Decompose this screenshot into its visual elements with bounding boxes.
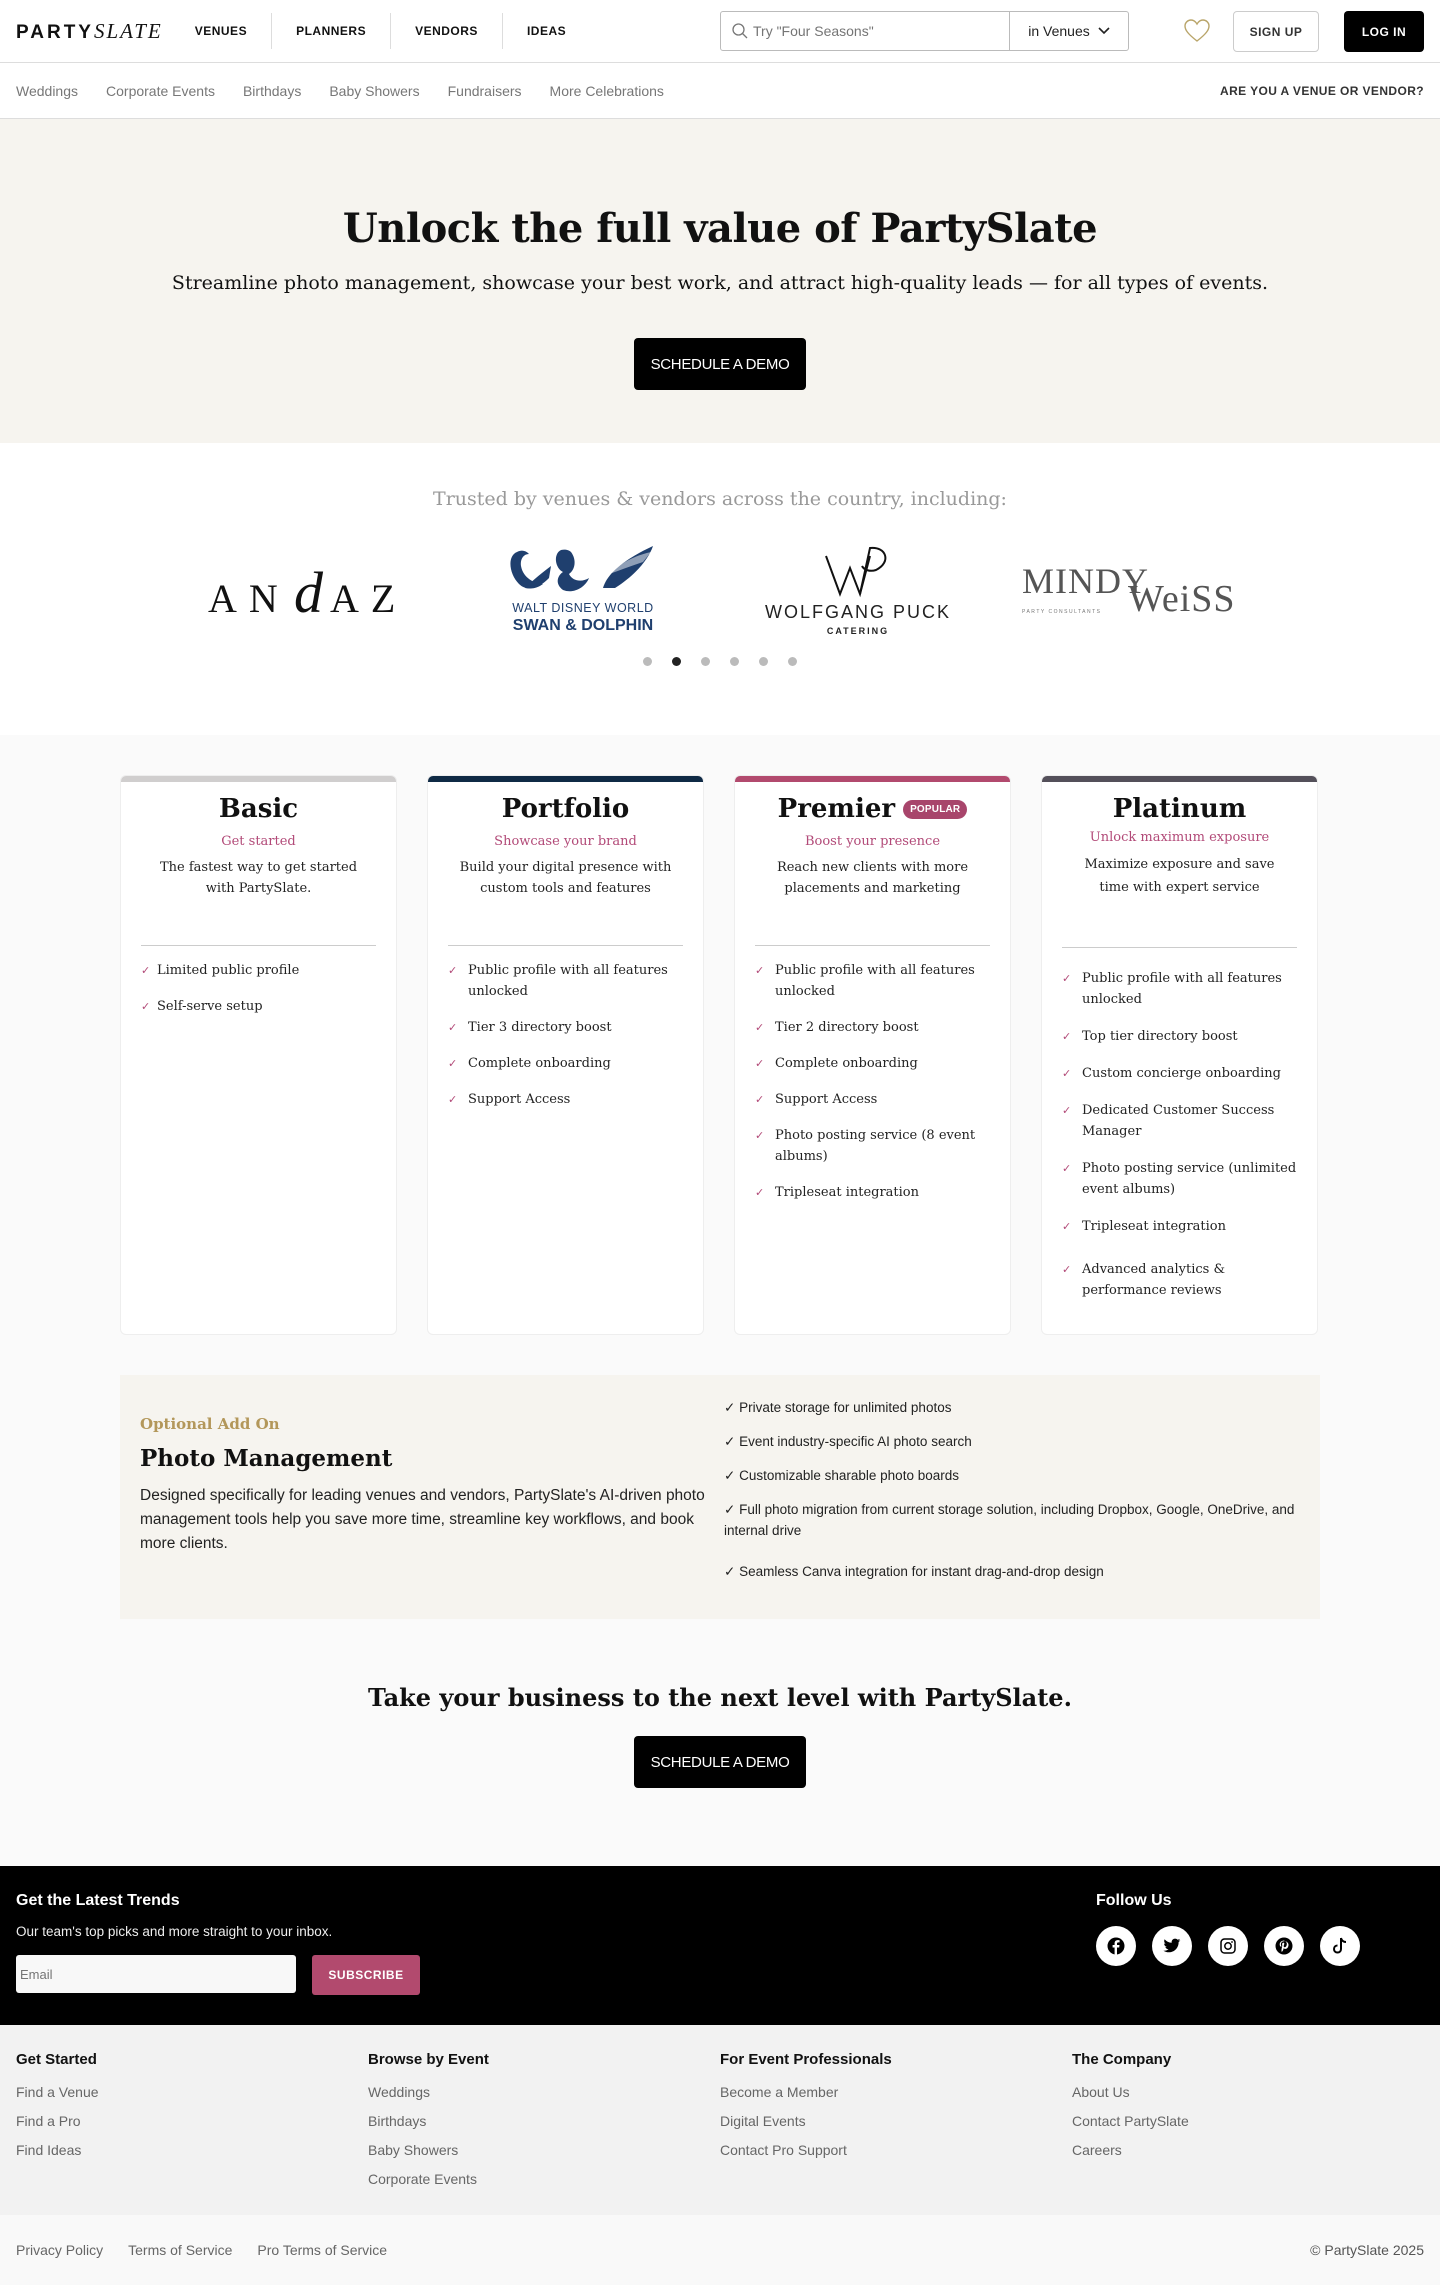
footer-link-find-pro[interactable]: Find a Pro [16, 2113, 81, 2129]
footer-link-baby-showers[interactable]: Baby Showers [368, 2142, 459, 2158]
trusted-caption: Trusted by venues & vendors across the country, including: [433, 488, 1007, 510]
plan-description: The fastest way to get started with PartySlate. [159, 860, 358, 896]
feature-item [755, 1182, 990, 1203]
andaz-logo [208, 560, 408, 620]
search-scope-label: in Venues [1028, 23, 1090, 39]
newsletter-section [0, 1866, 1440, 2025]
logo-text-italic: SLATE [93, 18, 163, 43]
wolfgang-puck-logo [758, 544, 958, 636]
newsletter-signup [16, 1892, 1096, 2025]
follow-title: Follow Us [1096, 1892, 1172, 1909]
category-nav [0, 63, 1440, 119]
category-more-celebrations[interactable]: More Celebrations [549, 82, 664, 99]
footer-col-get-started [16, 2051, 368, 2215]
check-icon: ✓ [141, 964, 151, 977]
logo-andaz [170, 560, 445, 620]
feature-item [448, 1089, 683, 1110]
svg-text:d: d [293, 560, 323, 620]
footer-col-browse-by-event [368, 2051, 720, 2215]
check-icon: ✓ [755, 1093, 765, 1106]
feature-text: Complete onboarding [775, 1056, 918, 1071]
feature-text: Complete onboarding [468, 1056, 611, 1071]
feature-text: Tripleseat integration [775, 1185, 920, 1200]
check-icon: ✓ [448, 964, 458, 977]
svg-text:MINDY: MINDY [1021, 561, 1149, 601]
check-icon: ✓ [1062, 1104, 1072, 1117]
footer-col-title: Browse by Event [368, 2051, 489, 2068]
logo-carousel [0, 540, 1440, 640]
plans-grid [120, 775, 1320, 1335]
plan-features [1062, 968, 1297, 1301]
feature-item [1062, 1158, 1297, 1200]
trusted-by-section [0, 443, 1440, 735]
footer-col-title: The Company [1072, 2051, 1172, 2068]
check-icon: ✓ [1062, 1067, 1072, 1080]
legal-bar [0, 2215, 1440, 2285]
tiktok-icon[interactable] [1320, 1926, 1360, 1966]
feature-text: Tier 2 directory boost [775, 1020, 919, 1035]
feature-text: Dedicated Customer Success Manager [1082, 1103, 1275, 1139]
feature-text: Tier 3 directory boost [468, 1020, 612, 1035]
plan-tagline: Get started [221, 834, 296, 849]
category-corporate-events[interactable]: Corporate Events [106, 82, 215, 99]
copyright: © PartySlate 2025 [1310, 2242, 1424, 2258]
log-in-button[interactable]: LOG IN [1344, 11, 1424, 52]
check-icon: ✓ [1062, 1030, 1072, 1043]
logo-mindy-weiss [995, 555, 1270, 625]
addon-description: Designed specifically for leading venues and vendors, PartySlate's AI-driven photo management tools help you save more time, streamline key workflows, and book more clients. [140, 1487, 705, 1552]
check-icon: ✓ [755, 1057, 765, 1070]
plan-features [755, 960, 990, 1203]
divider [448, 945, 683, 946]
feature-item [448, 1053, 683, 1074]
hero-section [0, 119, 1440, 443]
footer-link-become-member[interactable]: Become a Member [720, 2084, 839, 2100]
plan-name-text: Basic [218, 794, 299, 824]
feature-text: Custom concierge onboarding [1082, 1066, 1281, 1081]
popular-badge: POPULAR [903, 800, 967, 819]
feature-item [1062, 1100, 1297, 1142]
plan-name-text: Platinum [1112, 794, 1247, 824]
bottom-cta [0, 1619, 1440, 1866]
check-icon: ✓ [448, 1057, 458, 1070]
feature-item [1062, 1026, 1297, 1047]
heart-icon[interactable] [1184, 19, 1210, 43]
svg-text:WeiSS: WeiSS [1127, 578, 1236, 620]
feature-text: Top tier directory boost [1082, 1029, 1238, 1044]
plan-description: Build your digital presence with custom tools and features [459, 860, 672, 896]
svg-text:AZ: AZ [329, 576, 407, 620]
plan-name [1062, 794, 1297, 824]
logo-text-bold: PARTY [16, 21, 94, 43]
top-header [0, 0, 1440, 63]
newsletter-subtitle: Our team's top picks and more straight to your inbox. [16, 1924, 333, 1939]
divider [141, 945, 376, 946]
addon-feature: ✓ Private storage for unlimited photos [724, 1400, 952, 1415]
plans-section [0, 735, 1440, 1866]
plan-description: Maximize exposure and save time with expert service [1084, 857, 1275, 895]
category-fundraisers[interactable]: Fundraisers [447, 82, 522, 99]
footer-link-corporate-events[interactable]: Corporate Events [368, 2171, 477, 2187]
check-icon: ✓ [1062, 1220, 1072, 1233]
plan-card-portfolio [427, 775, 704, 1335]
logo-swan-dolphin [445, 544, 720, 636]
plan-card-platinum [1041, 775, 1318, 1335]
svg-text:CATERING: CATERING [826, 626, 889, 636]
addon-title: Photo Management [140, 1445, 393, 1472]
chevron-down-icon [1098, 27, 1110, 35]
check-icon: ✓ [1062, 972, 1072, 985]
addon-intro [140, 1411, 706, 1619]
venue-vendor-link[interactable]: ARE YOU A VENUE OR VENDOR? [1220, 83, 1424, 98]
mindy-weiss-logo [1018, 555, 1248, 625]
svg-text:PARTY CONSULTANTS: PARTY CONSULTANTS [1021, 609, 1101, 615]
plan-color-bar [735, 776, 1010, 782]
main-nav [195, 13, 590, 49]
addon-feature: ✓ Seamless Canva integration for instant drag-and-drop design [724, 1564, 1104, 1579]
terms-of-service-link[interactable]: Terms of Service [128, 2242, 233, 2258]
feature-text: Public profile with all features unlocked [1082, 971, 1282, 1007]
carousel-dot-5[interactable] [759, 657, 768, 666]
feature-item [1062, 1259, 1297, 1301]
footer-link-about-us[interactable]: About Us [1072, 2084, 1130, 2100]
plan-description: Reach new clients with more placements and marketing [776, 860, 969, 896]
cta-title: Take your business to the next level with PartySlate. [368, 1683, 1072, 1712]
addon-eyebrow: Optional Add On [140, 1415, 280, 1433]
plan-name [141, 794, 376, 824]
plan-name [448, 794, 683, 824]
plan-features [448, 960, 683, 1110]
privacy-policy-link[interactable]: Privacy Policy [16, 2242, 104, 2258]
feature-text: Self-serve setup [157, 999, 263, 1014]
plan-tagline: Boost your presence [804, 834, 941, 849]
plan-tagline: Unlock maximum exposure [1089, 830, 1270, 845]
plan-color-bar [428, 776, 703, 782]
feature-item [141, 960, 376, 981]
social-links [1096, 1926, 1360, 1966]
search-input[interactable] [753, 23, 993, 39]
feature-item [448, 960, 683, 1002]
plan-card-premier [734, 775, 1011, 1335]
nav-planners[interactable]: PLANNERS [272, 13, 391, 49]
addon-feature: ✓ Customizable sharable photo boards [724, 1468, 959, 1483]
schedule-demo-button[interactable]: SCHEDULE A DEMO [634, 338, 806, 390]
nav-ideas[interactable]: IDEAS [526, 24, 567, 38]
feature-text: Support Access [775, 1092, 878, 1107]
category-baby-showers[interactable]: Baby Showers [329, 82, 420, 99]
footer-col-title: Get Started [16, 2051, 97, 2068]
pinterest-icon[interactable] [1264, 1926, 1304, 1966]
divider [1062, 947, 1297, 948]
feature-item [1062, 968, 1297, 1010]
check-icon: ✓ [1062, 1263, 1072, 1276]
twitter-icon[interactable] [1152, 1926, 1192, 1966]
footer-link-find-ideas[interactable]: Find Ideas [16, 2142, 82, 2158]
footer-link-find-venue[interactable]: Find a Venue [16, 2084, 99, 2100]
instagram-icon[interactable] [1208, 1926, 1248, 1966]
logo-wolfgang-puck [720, 544, 995, 636]
footer-link-birthdays[interactable]: Birthdays [368, 2113, 427, 2129]
category-birthdays[interactable]: Birthdays [242, 82, 302, 99]
search-icon [731, 22, 749, 40]
plan-name [755, 794, 990, 824]
category-weddings[interactable]: Weddings [16, 82, 79, 99]
nav-venues[interactable]: VENUES [195, 13, 272, 49]
plan-name-text: Premier [777, 794, 896, 824]
plan-name-text: Portfolio [501, 794, 630, 824]
hero-subtitle: Streamline photo management, showcase your best work, and attract high-quality leads — for all types of events. [171, 272, 1269, 294]
newsletter-form [16, 1955, 1096, 1995]
check-icon: ✓ [755, 1021, 765, 1034]
feature-item [141, 996, 376, 1017]
feature-text: Public profile with all features unlocked [775, 963, 975, 999]
footer-link-contact-pro-support[interactable]: Contact Pro Support [720, 2142, 847, 2158]
feature-item [448, 1017, 683, 1038]
email-field[interactable] [16, 1955, 296, 1993]
footer-link-contact-partyslate[interactable]: Contact PartySlate [1072, 2113, 1189, 2129]
footer-link-digital-events[interactable]: Digital Events [720, 2113, 806, 2129]
newsletter-title: Get the Latest Trends [16, 1892, 180, 1909]
check-icon: ✓ [755, 1186, 765, 1199]
svg-text:WALT DISNEY WORLD: WALT DISNEY WORLD [511, 601, 654, 615]
svg-text:AN: AN [207, 576, 290, 620]
subscribe-button[interactable]: SUBSCRIBE [312, 1955, 420, 1995]
feature-item [1062, 1216, 1297, 1237]
carousel-dots [0, 657, 1440, 666]
addon-features [724, 1400, 1300, 1619]
plan-color-bar [1042, 776, 1317, 782]
plan-color-bar [121, 776, 396, 782]
carousel-dot-1[interactable] [643, 657, 652, 666]
feature-text: Tripleseat integration [1082, 1219, 1227, 1234]
schedule-demo-button-bottom[interactable]: SCHEDULE A DEMO [634, 1736, 806, 1788]
footer-col-title: For Event Professionals [720, 2051, 892, 2068]
feature-item [755, 1017, 990, 1038]
feature-text: Photo posting service (unlimited event albums) [1082, 1161, 1297, 1197]
footer-link-weddings[interactable]: Weddings [368, 2084, 431, 2100]
feature-item [755, 1125, 990, 1167]
swan-dolphin-logo [503, 544, 663, 636]
feature-item [1062, 1063, 1297, 1084]
footer-col-event-professionals [720, 2051, 1072, 2215]
feature-text: Limited public profile [157, 963, 300, 978]
divider [755, 945, 990, 946]
addon-feature: ✓ Event industry-specific AI photo search [724, 1434, 972, 1449]
feature-text: Advanced analytics & performance reviews [1082, 1262, 1226, 1298]
svg-text:SWAN & DOLPHIN: SWAN & DOLPHIN [512, 617, 653, 634]
addon-feature: ✓ Full photo migration from current storage solution, including Dropbox, Google, OneDrive, and internal drive [724, 1502, 1295, 1538]
svg-text:WOLFGANG PUCK: WOLFGANG PUCK [764, 602, 951, 622]
search-scope-select[interactable] [1010, 12, 1128, 50]
plan-tagline: Showcase your brand [494, 834, 637, 849]
follow-us [1096, 1892, 1360, 2025]
footer-col-company [1072, 2051, 1424, 2215]
feature-text: Public profile with all features unlocked [468, 963, 668, 999]
footer-links [0, 2025, 1440, 2215]
feature-text: Support Access [468, 1092, 571, 1107]
facebook-icon[interactable] [1096, 1926, 1136, 1966]
plan-card-basic [120, 775, 397, 1335]
check-icon: ✓ [141, 1000, 151, 1013]
sign-up-button[interactable]: SIGN UP [1233, 11, 1319, 52]
check-icon: ✓ [755, 964, 765, 977]
carousel-dot-4[interactable] [730, 657, 739, 666]
search-input-wrap [721, 12, 1010, 50]
feature-item [755, 1053, 990, 1074]
carousel-dot-2[interactable] [672, 657, 681, 666]
nav-vendors[interactable]: VENDORS [391, 13, 503, 49]
search-bar [720, 11, 1129, 51]
check-icon: ✓ [755, 1129, 765, 1142]
plan-features [141, 960, 376, 1017]
feature-item [755, 960, 990, 1002]
photo-management-addon [120, 1375, 1320, 1619]
pro-terms-link[interactable]: Pro Terms of Service [257, 2242, 388, 2258]
check-icon: ✓ [448, 1093, 458, 1106]
hero-title: Unlock the full value of PartySlate [342, 205, 1098, 252]
check-icon: ✓ [448, 1021, 458, 1034]
feature-item [755, 1089, 990, 1110]
check-icon: ✓ [1062, 1162, 1072, 1175]
carousel-dot-6[interactable] [788, 657, 797, 666]
carousel-dot-3[interactable] [701, 657, 710, 666]
footer-link-careers[interactable]: Careers [1072, 2142, 1122, 2158]
feature-text: Photo posting service (8 event albums) [775, 1128, 976, 1164]
partyslate-logo[interactable] [16, 19, 163, 44]
